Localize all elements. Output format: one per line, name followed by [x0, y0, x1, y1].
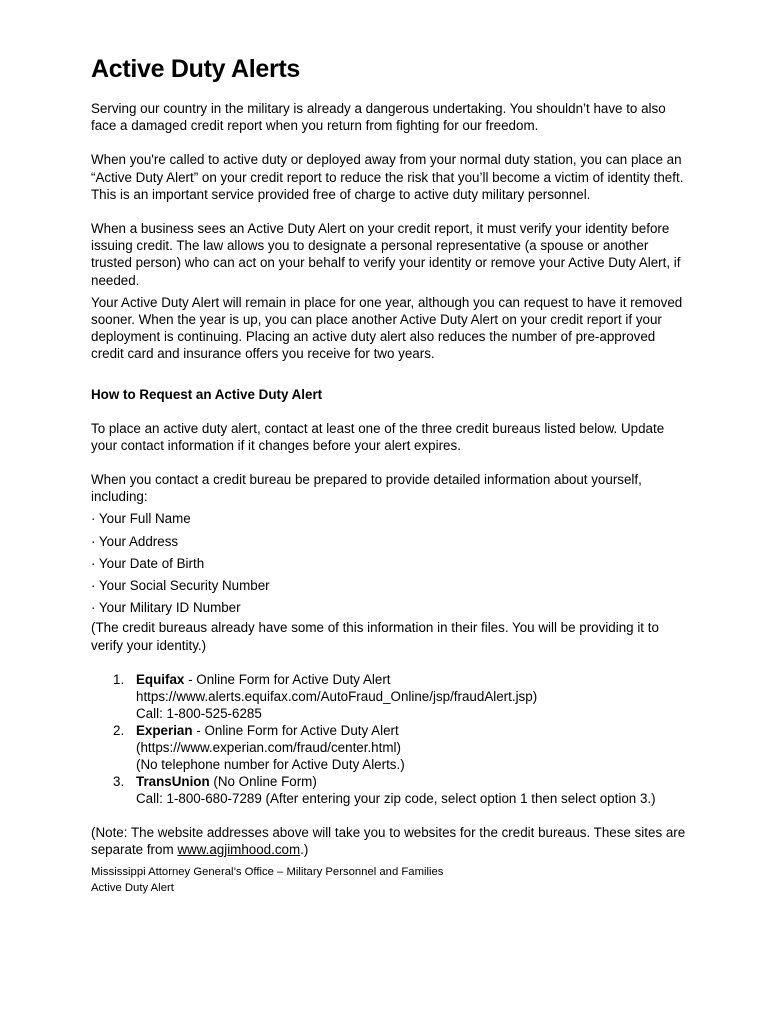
bureau-name: Equifax: [136, 671, 185, 687]
bureau-description: - Online Form for Active Duty Alert: [184, 671, 391, 687]
bureau-phone: Call: 1-800-680-7289 (After entering your zip code, select option 1 then select option 3.): [136, 790, 656, 806]
document-page: [91, 52, 691, 897]
required-info-list: [91, 508, 691, 619]
list-number: 1.: [113, 671, 125, 687]
list-item: · Your Address: [91, 533, 179, 549]
bureau-url-link[interactable]: https://www.alerts.equifax.com/AutoFraud_Online/jsp/fraudAlert.jsp): [136, 688, 538, 704]
alert-duration-paragraph: Your Active Duty Alert will remain in place for one year, although you can request to have it removed sooner. When the year is up, you can place another Active Duty Alert on your credit report if your deployment is continuing. Placing an active duty alert also reduces the number of pre-approved credit card and insurance offers you receive for two years.: [91, 294, 683, 362]
prepare-info-paragraph: When you contact a credit bureau be prepared to provide detailed information about yourself, including:: [91, 472, 642, 505]
list-number: 2.: [113, 722, 125, 738]
bureau-name: TransUnion: [136, 773, 210, 789]
request-instructions-paragraph: To place an active duty alert, contact at least one of the three credit bureaus listed below. Update your contact information if it changes before your alert expires.: [91, 420, 665, 453]
bureau-heading-line: [136, 773, 691, 790]
intro-paragraph: Serving our country in the military is already a dangerous undertaking. You shouldn’t have to also face a damaged credit report when you return from fighting for our freedom.: [91, 101, 666, 134]
list-item: · Your Full Name: [91, 511, 191, 527]
list-item: · Your Date of Birth: [91, 555, 205, 571]
deployment-paragraph: When you're called to active duty or deployed away from your normal duty station, you can place an “Active Duty Alert” on your credit report to reduce the risk that you’ll become a victim of identity theft. This is an important service provided free of charge to active duty military personnel.: [91, 152, 684, 202]
bureau-name: Experian: [136, 722, 193, 738]
identity-note-paragraph: (The credit bureaus already have some of this information in their files. You will be providing it to verify your identity.): [91, 620, 659, 653]
bureau-heading-line: [136, 722, 691, 739]
list-item: · Your Military ID Number: [91, 600, 241, 616]
bureau-phone-note: (No telephone number for Active Duty Alerts.): [136, 756, 405, 772]
bureau-heading-line: [136, 671, 691, 688]
note-text: (Note: The website addresses above will take you to websites for the credit bureaus. These sites are separate from: [91, 824, 686, 858]
bureau-description: - Online Form for Active Duty Alert: [192, 722, 399, 738]
credit-bureau-list: [91, 671, 691, 807]
bureau-item-experian: [91, 722, 691, 773]
note-text-end: .): [300, 842, 309, 858]
business-verification-paragraph: When a business sees an Active Duty Alert on your credit report, it must verify your identity before issuing credit. The law allows you to designate a personal representative (a spouse or another trusted person) who can act on your behalf to verify your identity or remove your Active Duty Alert, if needed.: [91, 221, 681, 288]
bureau-item-equifax: [91, 671, 691, 722]
list-number: 3.: [113, 773, 125, 789]
bureau-description: (No Online Form): [209, 773, 317, 789]
bureau-phone: Call: 1-800-525-6285: [136, 705, 262, 721]
footer-office-line: Mississippi Attorney General’s Office – Military Personnel and Families: [91, 866, 444, 879]
agjimhood-link[interactable]: www.agjimhood.com: [177, 842, 301, 858]
request-section-heading: How to Request an Active Duty Alert: [91, 386, 323, 402]
bureau-item-transunion: [91, 773, 691, 807]
page-footer: [91, 865, 691, 897]
list-item: · Your Social Security Number: [91, 578, 270, 594]
bureau-url-link[interactable]: (https://www.experian.com/fraud/center.html): [136, 739, 401, 755]
website-note-paragraph: [91, 824, 691, 858]
page-title: Active Duty Alerts: [91, 55, 301, 83]
footer-title-line: Active Duty Alert: [91, 882, 174, 895]
